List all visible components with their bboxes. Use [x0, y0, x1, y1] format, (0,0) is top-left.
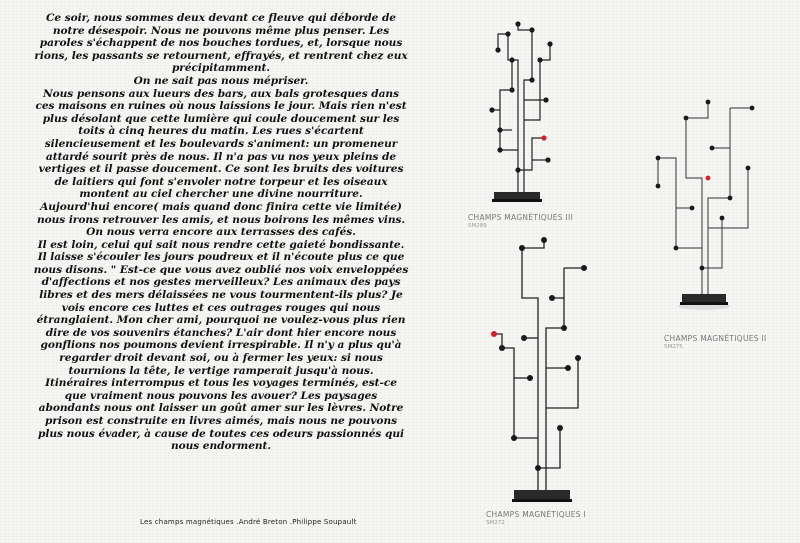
caption-ref: SM289 — [468, 223, 487, 229]
poem-line: toits à cinq heures du matin. Les rues s'écartent — [78, 125, 364, 138]
sculpture-image-iii — [488, 20, 558, 206]
accent-ball — [491, 331, 497, 337]
poem-line: attardé sourit près de nous. Il n'a pas vu nos yeux pleins de — [45, 150, 397, 163]
poem-line: gonflions nos poumons devient irrespirable. Il n'y a plus qu'à — [40, 339, 402, 352]
poem-line: nous irons retrouver les amis, et nous boirons les mêmes vins. — [36, 213, 406, 226]
poem-line: plus nous évader, à cause de toutes ces odeurs passionnés qui — [38, 427, 404, 440]
poem-line: tournions la tête, le vertige ramperait jusqu'à nous. — [68, 364, 374, 377]
poem-line: prison est construite en livres aimés, mais nous ne pouvons — [44, 415, 398, 427]
caption-ref: SM275 — [664, 344, 683, 350]
poem-line: paroles s'échappent de nos bouches tordues, et, lorsque nous — [39, 37, 403, 50]
sculpture-image-ii — [652, 98, 762, 318]
accent-ball — [706, 176, 711, 181]
poem-line: de laitiers qui font s'envoler notre torpeur et les oiseaux — [54, 175, 388, 188]
poem-line: ces maisons en ruines où nous laissions le jour. Mais rien n'est — [35, 100, 407, 113]
credit-line: Les champs magnétiques .André Breton .Philippe Soupault — [140, 518, 357, 526]
sculpture-caption-i — [486, 510, 586, 526]
poem-line: abondants nous ont laisser un goût amer sur les lèvres. Notre — [38, 402, 404, 415]
poem-line: regarder droit devant soi, ou à fermer les yeux: si nous — [59, 352, 383, 365]
poem-line: étranglaient. Mon cher ami, pourquoi ne voulez-vous plus rien — [36, 314, 406, 327]
caption-title: CHAMPS MAGNÉTIQUES I — [486, 510, 587, 519]
poem-line: d'affections et nos gestes merveilleux? Les animaux des pays — [41, 276, 401, 289]
caption-ref: SM272 — [486, 520, 505, 526]
poem-line: Il est loin, celui qui sait nous rendre cette gaieté bondissante. — [37, 238, 405, 251]
poem-line: Aujourd'hui encore( mais quand donc finira cette vie limitée) — [40, 200, 402, 213]
poem-line: précipitamment. — [171, 62, 271, 75]
caption-title: CHAMPS MAGNÉTIQUES II — [664, 334, 767, 343]
poem-line: On ne sait pas nous mépriser. — [133, 74, 309, 87]
poem-line: On nous verra encore aux terrasses des cafés. — [86, 226, 356, 239]
poem-line: nous endorment. — [170, 440, 272, 453]
caption-title: CHAMPS MAGNÉTIQUES III — [468, 213, 574, 222]
poem-line: dire de vos souvenirs étanches? L'air dont hier encore nous — [45, 326, 397, 339]
poem-line: Il laisse s'écouler les jours poudreux et il n'écoute plus ce que — [37, 251, 405, 264]
poem-line: Nous pensons aux lueurs des bars, aux bals grotesques dans — [42, 87, 400, 100]
poem-line: Itinéraires interrompus et tous les voyages terminés, est-ce — [45, 377, 397, 390]
poem-line: Ce soir, nous sommes deux devant ce fleuve qui déborde de — [45, 12, 396, 24]
poem-line: libres et des mers délaissées ne vous tourmentent-ils plus? Je — [39, 289, 403, 302]
poem-text — [12, 12, 430, 453]
poem-line: notre désespoir. Nous ne pouvons même plus penser. Les — [52, 24, 390, 37]
poem-line: que vraiment nous pouvons les avouer? Les paysages — [64, 389, 378, 402]
sculpture-image-i — [494, 238, 590, 506]
poem-line: vois encore ces luttes et ces outrages rouges qui nous — [61, 301, 381, 314]
poem-line: rions, les passants se retournent, effrayés, et rentrent chez eux — [34, 49, 408, 62]
poem-line: plus désolant que cette lumière qui coule doucement sur les — [42, 112, 400, 125]
poem-line: nous disons. " Est-ce que vous avez oublié nos voix enveloppées — [33, 263, 409, 276]
sculpture-caption-ii — [664, 334, 767, 350]
poem-line: montent au ciel chercher une divine nourriture. — [79, 188, 363, 201]
poem-line: silencieusement et les boulevards s'animent: un promeneur — [44, 137, 398, 150]
poem-line: vertiges et il passe doucement. Ce sont les bruits des voitures — [38, 163, 404, 176]
sculpture-caption-iii — [468, 213, 573, 229]
accent-ball — [541, 135, 546, 140]
